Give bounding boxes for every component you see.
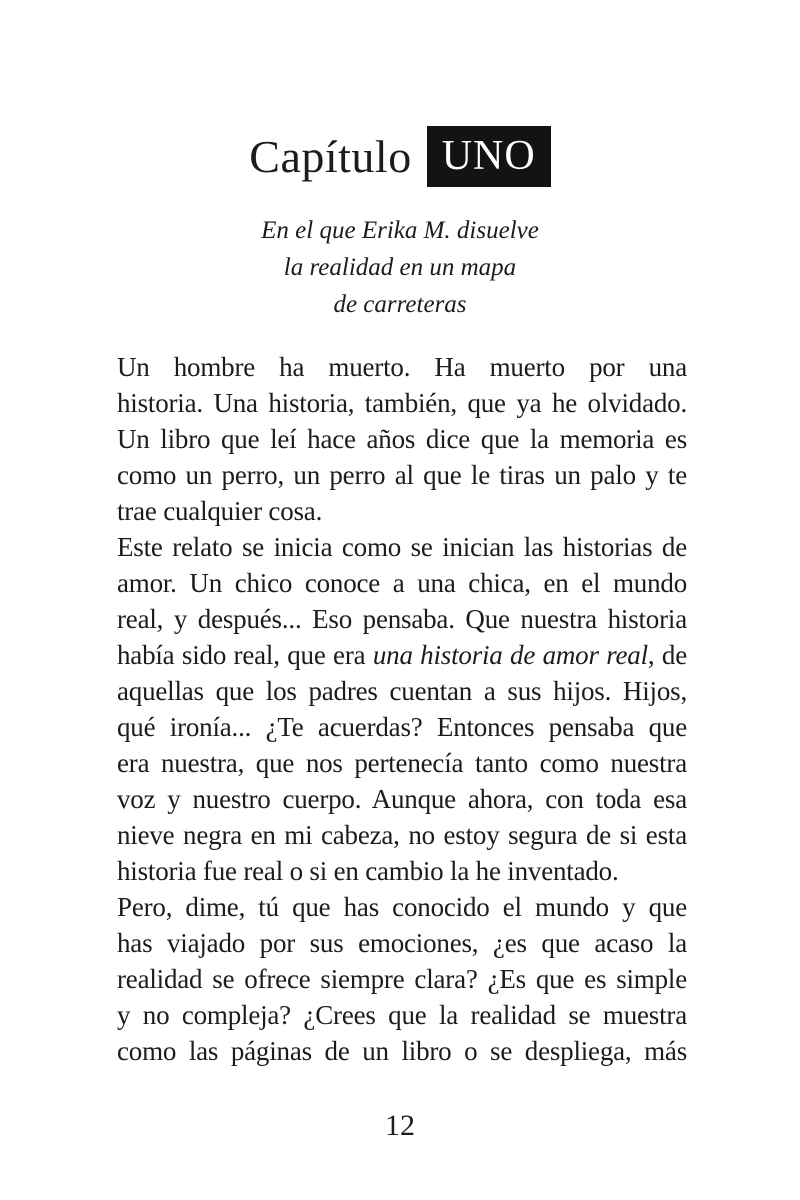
regular-text: había sido real, que era (117, 640, 373, 670)
chapter-number-badge: UNO (427, 126, 551, 187)
regular-text: como un perro, un perro al que le tiras un palo y te (117, 460, 687, 490)
regular-text: Un libro que leí hace años dice que la memoria es (117, 424, 687, 454)
text-line (117, 745, 687, 781)
regular-text: era nuestra, que nos pertenecía tanto como nuestra (117, 748, 687, 778)
text-line (117, 781, 687, 817)
text-line (117, 385, 687, 421)
text-line (117, 817, 687, 853)
italic-text: una historia de amor real (372, 640, 648, 670)
regular-text: realidad se ofrece siempre clara? ¿Es que es simple (117, 964, 687, 994)
text-line (117, 529, 687, 565)
regular-text: qué ironía... ¿Te acuerdas? Entonces pensaba que (117, 712, 687, 742)
chapter-label: Capítulo (249, 130, 412, 182)
text-line (117, 421, 687, 457)
regular-text: trae cualquier cosa. (117, 496, 323, 526)
chapter-heading (0, 126, 800, 187)
regular-text: Un hombre ha muerto. Ha muerto por una (117, 352, 687, 382)
regular-text: historia fue real o si en cambio la he inventado. (117, 856, 619, 886)
text-line (117, 997, 687, 1033)
regular-text: Este relato se inicia como se inician las historias de (117, 532, 687, 562)
subtitle-line: la realidad en un mapa (283, 254, 517, 281)
paragraph (117, 889, 687, 1069)
regular-text: Pero, dime, tú que has conocido el mundo y que (117, 892, 687, 922)
body-text (117, 349, 687, 1069)
regular-text: nieve negra en mi cabeza, no estoy segura de si esta (117, 820, 687, 850)
subtitle-line: En el que Erika M. disuelve (261, 217, 539, 244)
paragraph (117, 529, 687, 889)
text-line (117, 1033, 687, 1069)
subtitle-line: de carreteras (333, 291, 467, 318)
text-line (117, 709, 687, 745)
text-line (117, 493, 687, 529)
text-line (117, 889, 687, 925)
regular-text: voz y nuestro cuerpo. Aunque ahora, con toda esa (117, 784, 687, 814)
text-line (117, 565, 687, 601)
text-line (117, 961, 687, 997)
regular-text: has viajado por sus emociones, ¿es que acaso la (117, 928, 687, 958)
text-line (117, 457, 687, 493)
text-line (117, 601, 687, 637)
regular-text: aquellas que los padres cuentan a sus hijos. Hijos, (117, 676, 687, 706)
chapter-subtitle (0, 212, 800, 323)
text-line (117, 925, 687, 961)
regular-text: historia. Una historia, también, que ya he olvidado. (117, 388, 687, 418)
regular-text: real, y después... Eso pensaba. Que nuestra historia (117, 604, 687, 634)
regular-text: amor. Un chico conoce a una chica, en el mundo (117, 568, 687, 598)
text-line (117, 637, 687, 673)
text-line (117, 349, 687, 385)
regular-text: como las páginas de un libro o se despliega, más (117, 1036, 687, 1066)
paragraph (117, 349, 687, 529)
text-line (117, 853, 687, 889)
regular-text: y no compleja? ¿Crees que la realidad se muestra (117, 1000, 687, 1030)
regular-text: , de (647, 640, 687, 670)
page-number: 12 (385, 1109, 415, 1142)
text-line (117, 673, 687, 709)
